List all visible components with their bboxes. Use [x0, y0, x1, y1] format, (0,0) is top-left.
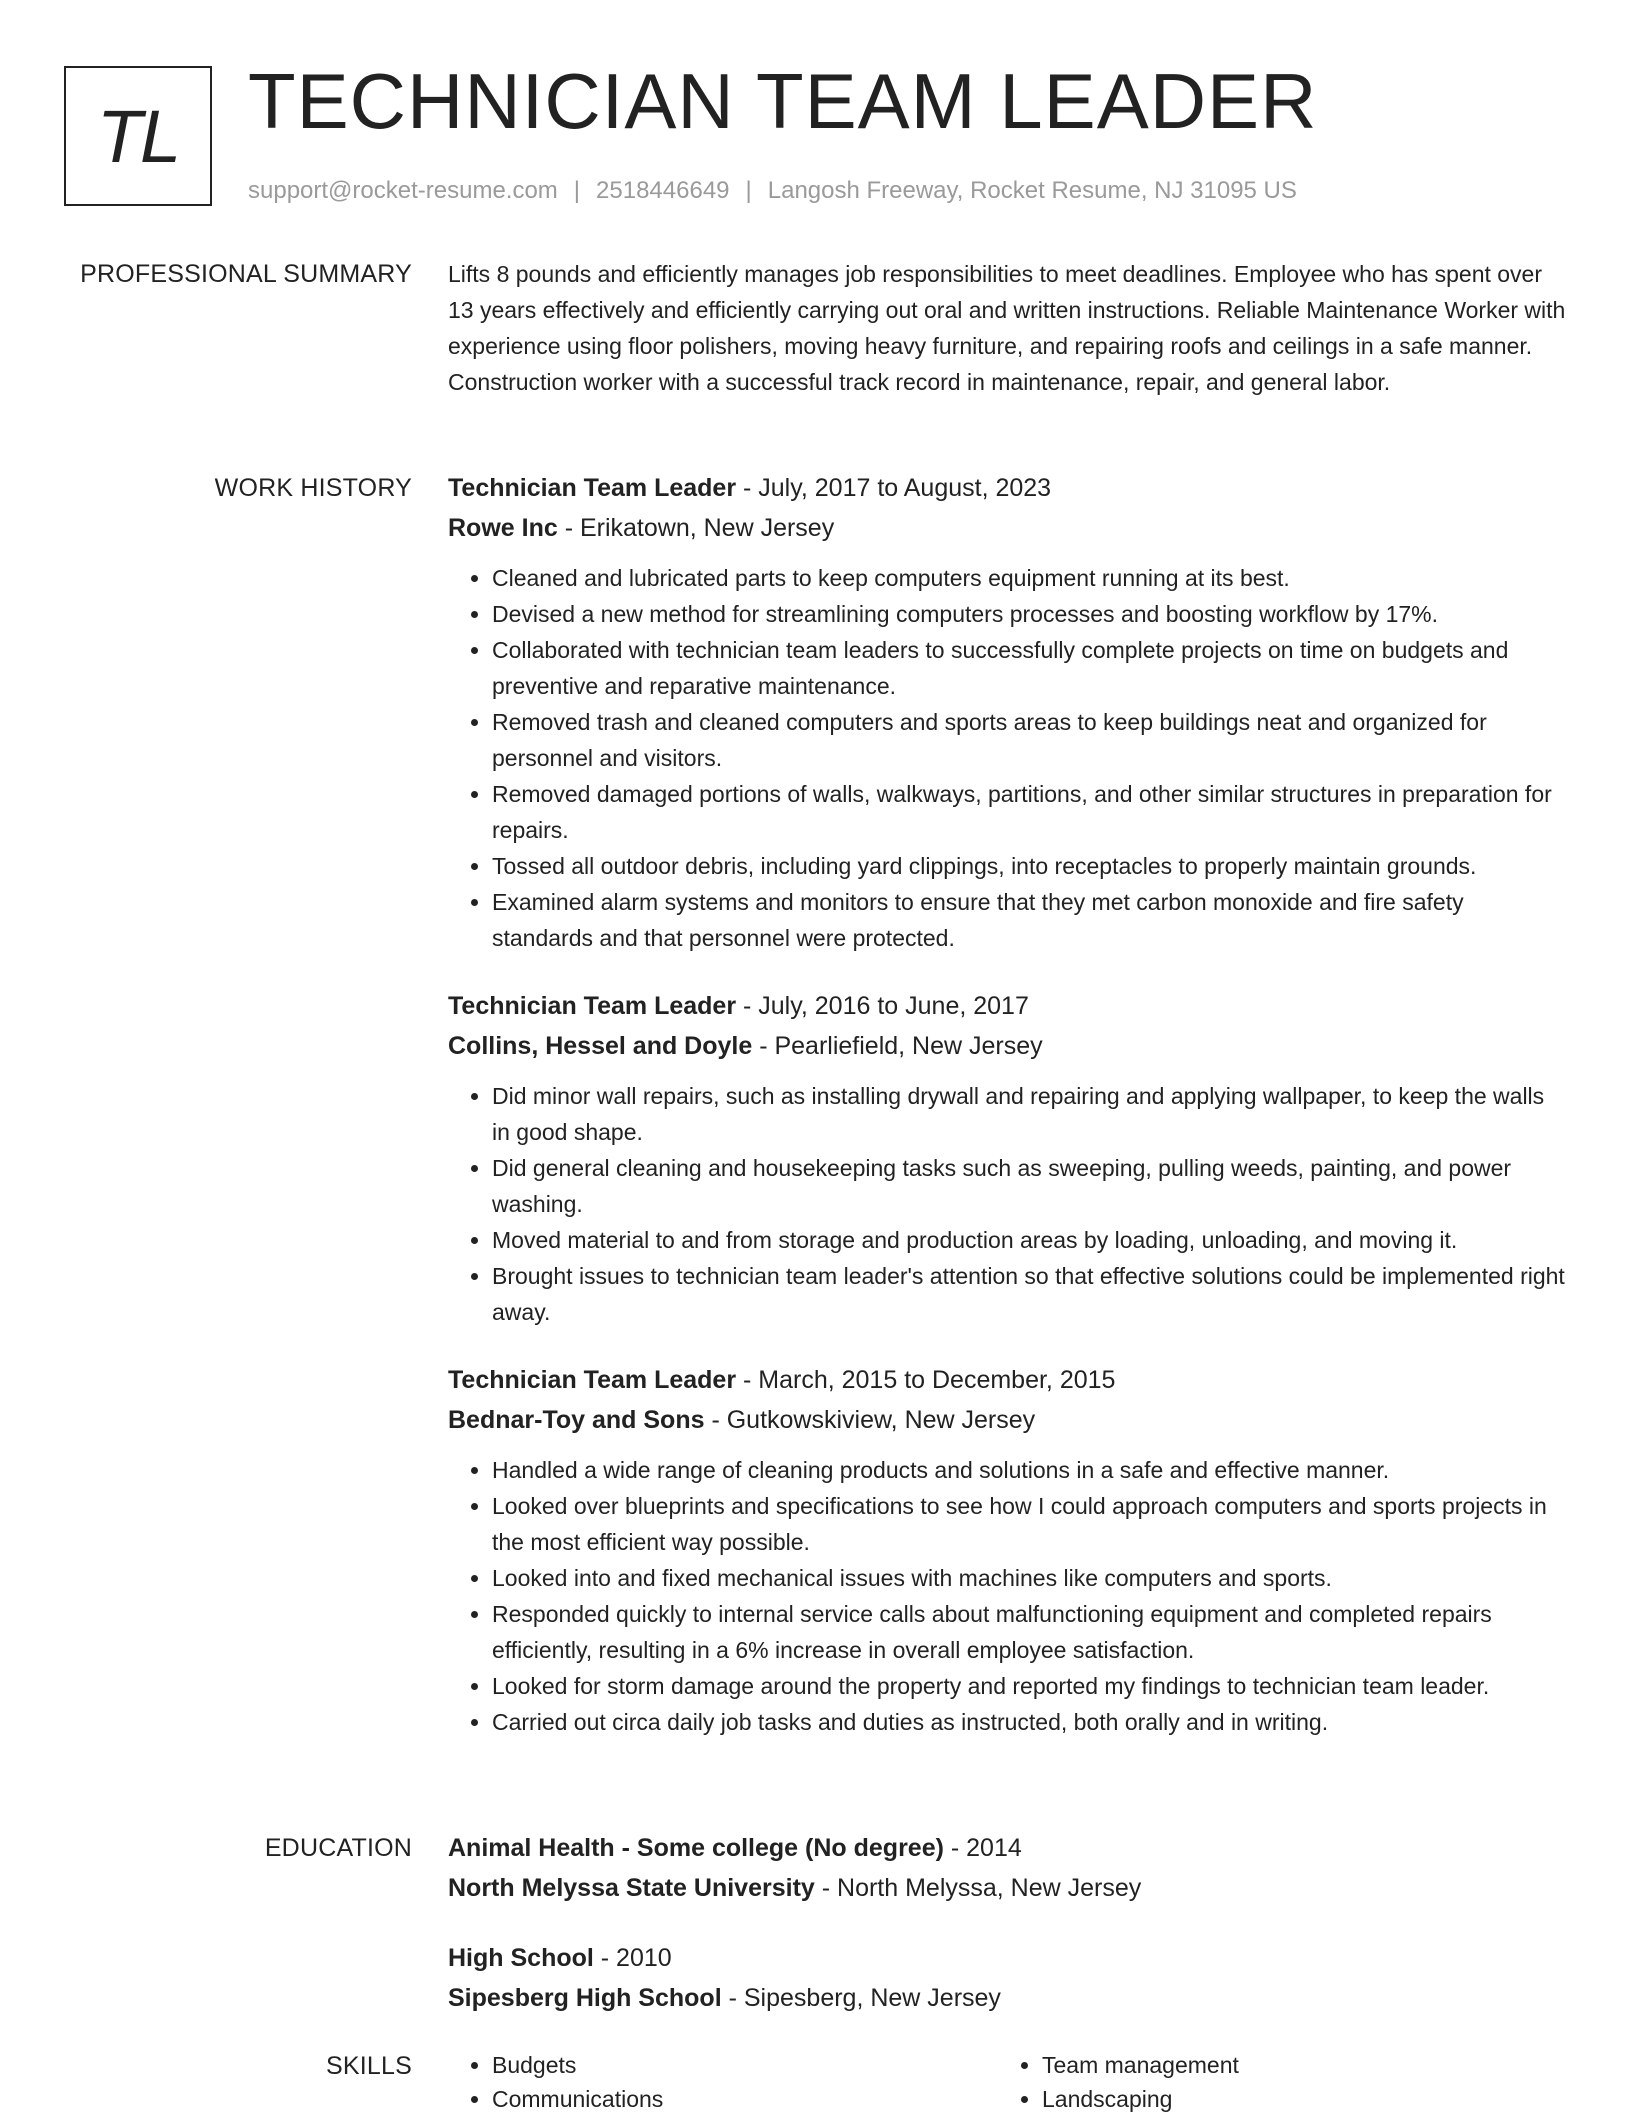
job-location: - Pearliefield, New Jersey	[752, 1032, 1043, 1060]
job-company: Bednar-Toy and Sons	[448, 1406, 705, 1434]
contact-email[interactable]: support@rocket-resume.com	[248, 177, 558, 204]
skill-item: • Communications	[492, 2082, 998, 2116]
job-bullet: • Looked for storm damage around the property and reported my findings to technician team leader.	[492, 1668, 1568, 1704]
job-title: Technician Team Leader	[448, 474, 737, 502]
job-title: Technician Team Leader	[448, 1366, 737, 1394]
education-entry	[448, 1828, 1568, 1908]
skills-column-left	[448, 2048, 998, 2116]
job-bullet: • Looked into and fixed mechanical issues with machines like computers and sports.	[492, 1560, 1568, 1596]
job-entry	[448, 468, 1568, 956]
education-degree-line	[448, 1828, 1568, 1868]
job-bullet: • Cleaned and lubricated parts to keep computers equipment running at its best.	[492, 560, 1568, 596]
job-bullet: • Handled a wide range of cleaning products and solutions in a safe and effective manner.	[492, 1452, 1568, 1488]
job-company-line	[448, 508, 1568, 548]
contact-line	[248, 176, 1297, 206]
education-degree: Animal Health - Some college (No degree)	[448, 1834, 944, 1862]
job-company: Rowe Inc	[448, 514, 558, 542]
job-entry	[448, 986, 1568, 1330]
education-year: - 2010	[593, 1944, 672, 1972]
education-location: - North Melyssa, New Jersey	[814, 1874, 1142, 1902]
education-degree-line	[448, 1938, 1568, 1978]
job-title-line	[448, 468, 1568, 508]
contact-address: Langosh Freeway, Rocket Resume, NJ 31095 US	[767, 177, 1297, 204]
job-title: Technician Team Leader	[448, 992, 737, 1020]
job-company-line	[448, 1400, 1568, 1440]
monogram-logo: TL	[64, 66, 212, 206]
job-title-line	[448, 1360, 1568, 1400]
education-degree: High School	[448, 1944, 594, 1972]
education-school: Sipesberg High School	[448, 1984, 722, 2012]
contact-separator: |	[573, 177, 581, 204]
section-label-education: EDUCATION	[264, 1834, 412, 1862]
skill-item: • Team management	[1042, 2048, 1548, 2082]
job-dates: - July, 2016 to June, 2017	[736, 992, 1029, 1020]
job-bullet: • Removed trash and cleaned computers and sports areas to keep buildings neat and organized for personnel and visitors.	[492, 704, 1568, 776]
skills-grid	[448, 2048, 1568, 2116]
job-location: - Erikatown, New Jersey	[557, 514, 835, 542]
education-entry	[448, 1938, 1568, 2018]
section-label-summary: PROFESSIONAL SUMMARY	[80, 260, 412, 288]
job-bullets	[448, 1452, 1568, 1740]
job-dates: - July, 2017 to August, 2023	[736, 474, 1052, 502]
job-title-line	[448, 986, 1568, 1026]
job-bullet: • Did general cleaning and housekeeping tasks such as sweeping, pulling weeds, painting, and power washing.	[492, 1150, 1568, 1222]
job-bullet: • Examined alarm systems and monitors to ensure that they met carbon monoxide and fire safety standards and that personnel were protected.	[492, 884, 1568, 956]
contact-separator: |	[745, 177, 752, 204]
skills-column-right	[998, 2048, 1548, 2116]
job-bullet: • Did minor wall repairs, such as installing drywall and repairing and applying wallpaper, to keep the walls in good shape.	[492, 1078, 1568, 1150]
job-bullet: • Carried out circa daily job tasks and duties as instructed, both orally and in writing.	[492, 1704, 1568, 1740]
job-company: Collins, Hessel and Doyle	[448, 1032, 753, 1060]
summary-text: Lifts 8 pounds and efficiently manages job responsibilities to meet deadlines. Employee who has spent over 13 years effectively and efficiently carrying out oral and written instructions. Reliable Maintenance Worker with experience using floor polishers, moving heavy furniture, and repairing roofs and ceilings in a safe manner. Construction worker with a successful track record in maintenance, repair, and general labor.	[448, 261, 1566, 395]
job-bullet: • Collaborated with technician team leaders to successfully complete projects on time on budgets and preventive and reparative maintenance.	[492, 632, 1568, 704]
education-school-line	[448, 1978, 1568, 2018]
section-label-work-history: WORK HISTORY	[214, 474, 412, 502]
job-bullet: • Brought issues to technician team leader's attention so that effective solutions could be implemented right away.	[492, 1258, 1568, 1330]
job-bullet: • Looked over blueprints and specifications to see how I could approach computers and sports projects in the most efficient way possible.	[492, 1488, 1568, 1560]
section-label-skills: SKILLS	[326, 2052, 412, 2080]
education-year: - 2014	[943, 1834, 1022, 1862]
job-bullet: • Tossed all outdoor debris, including yard clippings, into receptacles to properly maintain grounds.	[492, 848, 1568, 884]
education-location: - Sipesberg, New Jersey	[721, 1984, 1001, 2012]
job-bullet: • Moved material to and from storage and production areas by loading, unloading, and moving it.	[492, 1222, 1568, 1258]
education-school-line	[448, 1868, 1568, 1908]
job-bullets	[448, 560, 1568, 956]
job-company-line	[448, 1026, 1568, 1066]
education-school: North Melyssa State University	[448, 1874, 815, 1902]
job-dates: - March, 2015 to December, 2015	[736, 1366, 1116, 1394]
resume-title: TECHNICIAN TEAM LEADER	[248, 57, 1318, 145]
job-location: - Gutkowskiview, New Jersey	[704, 1406, 1036, 1434]
skill-item: • Landscaping	[1042, 2082, 1548, 2116]
job-bullet: • Removed damaged portions of walls, walkways, partitions, and other similar structures in preparation for repairs.	[492, 776, 1568, 848]
contact-phone[interactable]: 2518446649	[596, 177, 730, 204]
job-bullet: • Devised a new method for streamlining computers processes and boosting workflow by 17%.	[492, 596, 1568, 632]
job-bullet: • Responded quickly to internal service calls about malfunctioning equipment and completed repairs efficiently, resulting in a 6% increase in overall employee satisfaction.	[492, 1596, 1568, 1668]
job-entry	[448, 1360, 1568, 1740]
job-bullets	[448, 1078, 1568, 1330]
skill-item: • Budgets	[492, 2048, 998, 2082]
